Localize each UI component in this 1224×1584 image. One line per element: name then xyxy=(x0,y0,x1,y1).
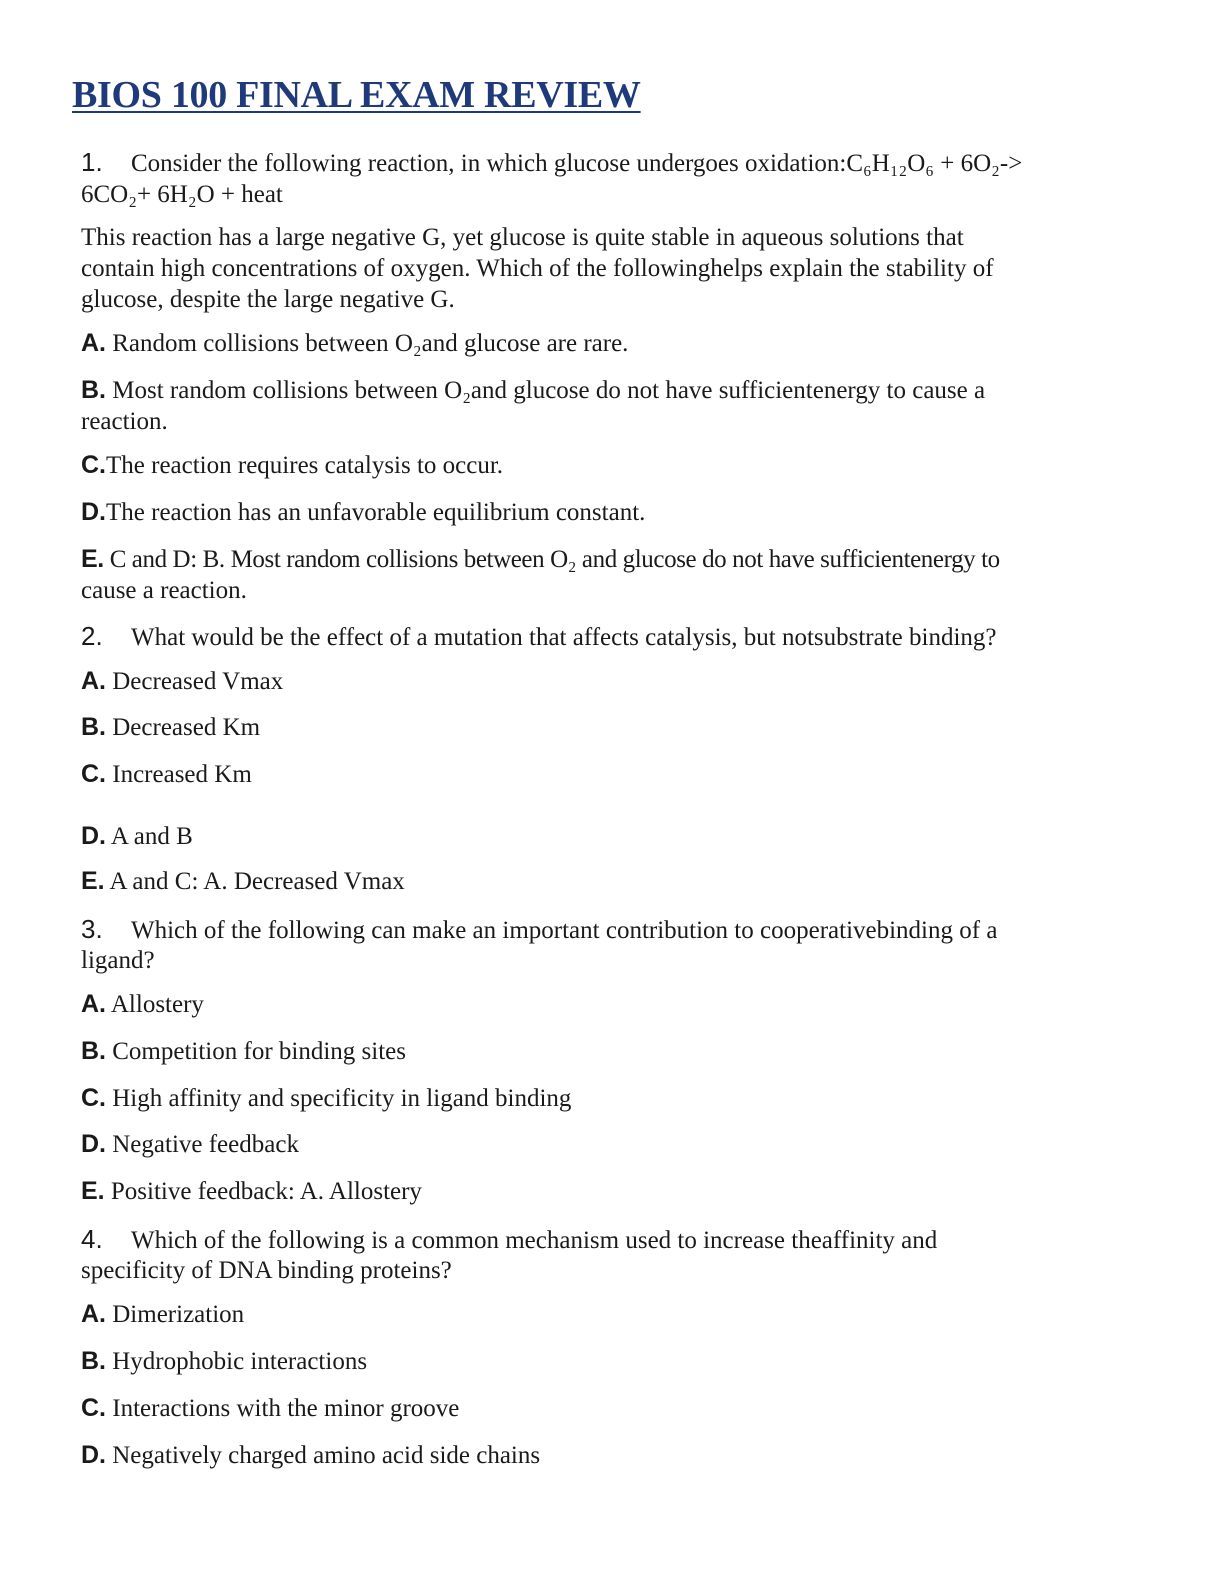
option-text: Decreased Vmax xyxy=(112,668,284,695)
option-text: Decreased Km xyxy=(112,714,261,741)
question-4-continued: specificity of DNA binding proteins? xyxy=(81,1257,452,1284)
answer-option-c xyxy=(81,759,1131,790)
answer-option-e xyxy=(81,544,1131,575)
answer-option-e-continued: cause a reaction. xyxy=(81,577,247,604)
option-letter: A. xyxy=(81,990,106,1018)
question-2 xyxy=(81,621,1131,653)
answer-option-b xyxy=(81,1036,1131,1067)
page-title: BIOS 100 FINAL EXAM REVIEW xyxy=(72,74,641,116)
option-text: Increased Km xyxy=(112,761,252,788)
question-3-continued: ligand? xyxy=(81,947,155,974)
answer-option-d xyxy=(81,1440,1131,1471)
answer-option-a xyxy=(81,1299,1131,1330)
question-number: 1. xyxy=(81,147,103,177)
question-number: 4. xyxy=(81,1224,103,1254)
option-text: Positive feedback: A. Allostery xyxy=(110,1178,422,1205)
answer-option-a xyxy=(81,666,1131,697)
answer-option-a xyxy=(81,989,1131,1020)
option-text: The reaction has an unfavorable equilibrium constant. xyxy=(106,499,646,526)
option-letter: C. xyxy=(81,760,106,788)
question-1-continued: 6CO₂+ 6H₂O + heat xyxy=(81,181,283,208)
question-1-paragraph: glucose, despite the large negative G. xyxy=(81,286,455,313)
answer-option-a xyxy=(81,328,1131,359)
option-text: The reaction requires catalysis to occur. xyxy=(106,452,504,479)
answer-option-b xyxy=(81,375,1131,406)
option-letter: A. xyxy=(81,329,106,357)
option-text: Allostery xyxy=(110,991,204,1018)
option-letter: D. xyxy=(81,1441,106,1469)
option-letter: B. xyxy=(81,1037,106,1065)
answer-option-c xyxy=(81,1083,1131,1114)
option-text: Dimerization xyxy=(112,1301,245,1328)
question-1-paragraph: This reaction has a large negative G, yet glucose is quite stable in aqueous solutions that xyxy=(81,224,964,251)
option-letter: E. xyxy=(81,1177,105,1205)
option-letter: B. xyxy=(81,713,106,741)
option-text: High affinity and specificity in ligand binding xyxy=(112,1085,572,1112)
option-text: A and B xyxy=(110,823,193,850)
question-text: Which of the following is a common mechanism used to increase theaffinity and xyxy=(131,1227,938,1254)
answer-option-c xyxy=(81,450,1131,481)
answer-option-d xyxy=(81,1129,1131,1160)
question-1-paragraph: contain high concentrations of oxygen. Which of the followinghelps explain the stability of xyxy=(81,255,994,282)
answer-option-e xyxy=(81,866,1131,897)
option-letter: A. xyxy=(81,1300,106,1328)
option-text: Interactions with the minor groove xyxy=(112,1395,460,1422)
option-letter: D. xyxy=(81,498,106,526)
option-text: Negatively charged amino acid side chains xyxy=(112,1442,541,1469)
option-text: Competition for binding sites xyxy=(112,1038,406,1065)
option-letter: E. xyxy=(81,545,104,573)
option-letter: E. xyxy=(81,867,105,895)
option-letter: D. xyxy=(81,1130,106,1158)
question-number: 3. xyxy=(81,914,103,944)
option-text: C and D: B. Most random collisions between O₂ and glucose do not have sufficientenergy to xyxy=(109,546,1000,573)
option-letter: B. xyxy=(81,376,106,404)
answer-option-b xyxy=(81,1346,1131,1377)
question-4 xyxy=(81,1224,1131,1256)
answer-option-b-continued: reaction. xyxy=(81,408,168,435)
answer-option-b xyxy=(81,712,1131,743)
answer-option-c xyxy=(81,1393,1131,1424)
option-letter: C. xyxy=(81,1394,106,1422)
option-text: Negative feedback xyxy=(112,1131,299,1158)
answer-option-d xyxy=(81,497,1131,528)
option-letter: A. xyxy=(81,667,106,695)
option-letter: C. xyxy=(81,1084,106,1112)
option-letter: B. xyxy=(81,1347,106,1375)
question-1 xyxy=(81,147,1131,179)
answer-option-e xyxy=(81,1176,1131,1207)
question-number: 2. xyxy=(81,621,103,651)
question-text: Which of the following can make an important contribution to cooperativebinding of a xyxy=(131,917,998,944)
option-letter: C. xyxy=(81,451,106,479)
question-text: What would be the effect of a mutation that affects catalysis, but notsubstrate binding? xyxy=(131,624,997,651)
question-3 xyxy=(81,914,1131,946)
answer-option-d xyxy=(81,821,1131,852)
option-text: A and C: A. Decreased Vmax xyxy=(109,868,405,895)
option-text: Random collisions between O₂and glucose are rare. xyxy=(112,330,629,357)
option-text: Hydrophobic interactions xyxy=(112,1348,368,1375)
option-letter: D. xyxy=(81,822,106,850)
option-text: Most random collisions between O₂and glucose do not have sufficientenergy to cause a xyxy=(112,377,986,404)
question-text: Consider the following reaction, in which glucose undergoes oxidation:C₆H₁₂O₆ + 6O₂-> xyxy=(131,150,1023,177)
